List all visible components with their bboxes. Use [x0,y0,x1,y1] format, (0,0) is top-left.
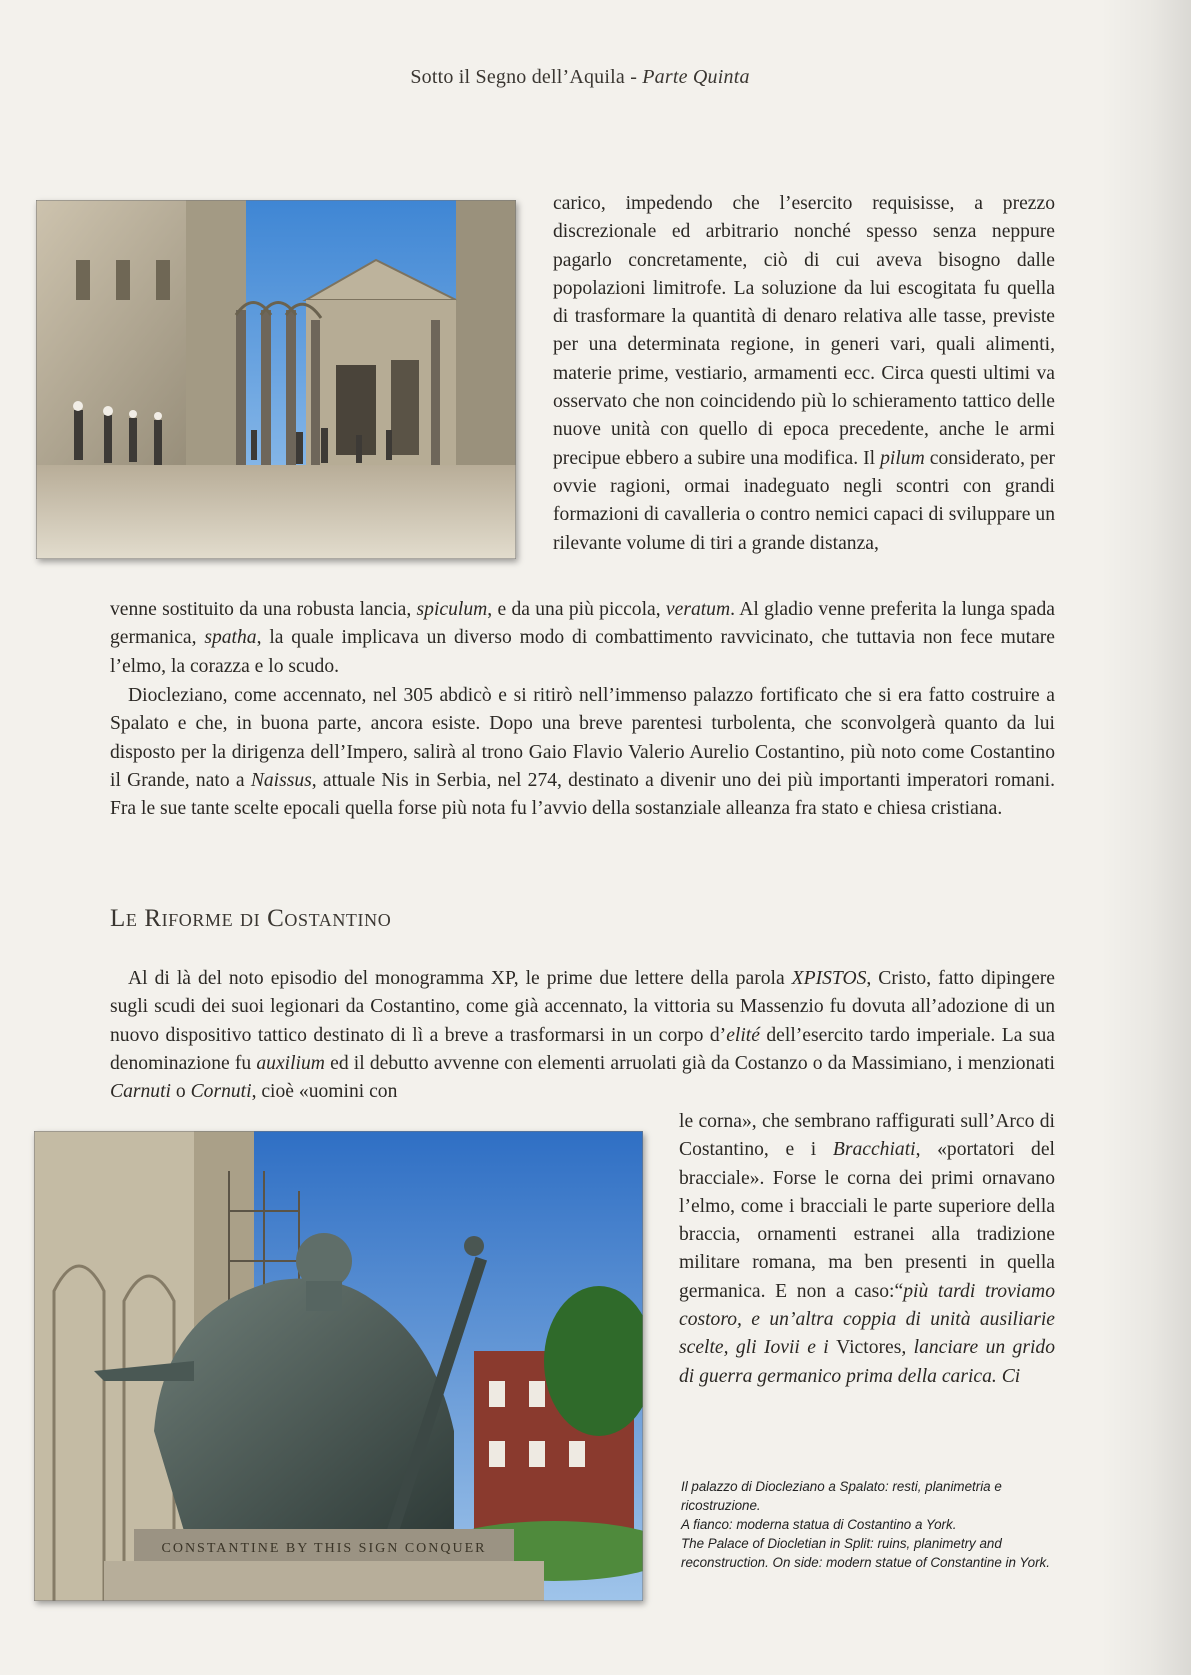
head-separator: - [630,66,638,88]
text-run: Victores [836,1337,902,1359]
text-run: le corna», che sembrano raffigurati sull’Arco di Costantino, e i [679,1111,1055,1161]
italic-term: Carnuti [110,1081,171,1103]
caption-italian-1: Il palazzo di Diocleziano a Spalato: resti, planimetria e ricostruzione. [681,1479,1002,1513]
italic-term: pilum [880,447,925,469]
italic-term: auxilium [256,1052,325,1074]
italic-term: spatha [204,627,257,649]
italic-term: Naissus [250,769,312,791]
caption-english: The Palace of Diocletian in Split: ruins, planimetry and reconstruction. On side: modern statue of Constantine in York. [681,1536,1050,1570]
book-title: Sotto il Segno dell’Aquila [410,66,625,88]
text-run: o [170,1081,191,1103]
text-run: Diocleziano, come accennato, nel 305 abdicò e si ritirò nell’immenso palazzo fortificato che si era fatto costruire a Spalato e che, in buona parte, ancora esiste. Dopo una breve parentesi turbolenta, che sconvolgerà quanto da lui disposto per la dirigenza dell’Impero, salirà al trono Gaio Flavio Valerio Aurelio Costantino, più noto come Costantino il Grande, nato a [110,685,1055,791]
text-run: , attuale Nis in Serbia, nel 274, destinato a divenir uno dei più importanti imperatori romani. Fra le sue tante scelte epocali quella forse più nota fu l’avvio della sostanziale alleanza fra stato e chiesa cristiana. [110,769,1055,820]
text-run: , Cristo, fatto dipingere sugli scudi dei suoi legionari da Costantino, come già accennato, la vittoria su Massenzio fu dovuta all’adozione di un nuovo dispositivo tattico destinato di lì a breve a trasformarsi in un corpo d’ [110,968,1055,1046]
text-run: , «portatori del bracciale». Forse le corna dei primi ornavano l’elmo, come i bracciali le parte superiore della braccia, ornamenti estranei alla tradizione militare romana, ma ben presenti in quella germanica. E non a caso:“ [679,1139,1055,1302]
italic-term: Cornuti [190,1081,252,1103]
text-run: , e da una più piccola, [487,599,666,620]
paragraph-tax-reform [553,190,1055,558]
italic-term: Bracchiati [832,1139,916,1161]
paragraph-weapons [110,596,1055,681]
statue-inscription: CONSTANTINE BY THIS SIGN CONQUER [161,1541,487,1556]
page-gutter-shadow [1101,0,1191,1675]
paragraph-diocleziano [110,682,1055,823]
running-head [0,66,1160,89]
constantine-statue-photo [34,1131,643,1601]
text-run: carico, impedendo che l’esercito requisisse, a prezzo discrezionale ed arbitrario nonché spesso senza neppure pagarlo concretamente, ciò di cui aveva bisogno dalle popolazioni limitrofe. La soluzione da lui escogitata fu quella di trasformare la quantità di denaro relativa alle tasse, previste per una determinata regione, in generi vari, quali alimenti, materie prime, vestiario, armamenti ecc. Circa questi ultimi va osservato che non coincidendo più lo schieramento tattico delle nuove unità con quello di epoca precedente, anche le armi precipue ebbero a subire una modifica. Il [553,193,1055,469]
text-run: venne sostituito da una robusta lancia, [110,599,417,620]
part-title: Parte Quinta [642,66,750,88]
text-run: ed il debutto avvenne con elementi arruolati già da Costanzo o da Massimiano, i menzionati [324,1052,1055,1074]
section-title: Le Riforme di Costantino [110,905,392,932]
text-run: dell’esercito tardo imperiale. La sua denominazione fu [110,1024,1055,1074]
text-run: considerato, per ovvie ragioni, ormai inadeguato negli scontri con grandi formazioni di cavalleria o contro nemici capaci di sviluppare un rilevante volume di tiri a grande distanza, [553,447,1055,554]
paragraph-riforme-side [679,1108,1055,1391]
text-run: Al di là del noto episodio del monogramma XP, le prime due lettere della parola [128,968,792,989]
text-run: , la quale implicava un diverso modo di combattimento ravvicinato, che tuttavia non fece mutare l’elmo, la corazza e lo scudo. [110,627,1056,677]
italic-term: XPISTOS [791,968,867,989]
italic-term: elité [726,1024,760,1046]
italic-term: spiculum [416,599,488,620]
italic-term: veratum [665,599,731,620]
figure-caption [681,1477,1057,1572]
text-run: . Al gladio venne preferita la lunga spada germanica, [110,599,1055,649]
italic-term: , lanciare un grido di guerra germanico prima della carica. Ci [679,1337,1056,1387]
text-run: , cioè «uomini con [251,1081,398,1103]
paragraph-riforme-intro [110,965,1055,1106]
caption-italian-2: A fianco: moderna statua di Costantino a York. [681,1517,957,1532]
italic-term: più tardi troviamo costoro, e un’altra coppia di unità ausiliarie scelte, gli Iovii e i [679,1280,1055,1359]
diocletian-palace-photo [36,200,516,559]
